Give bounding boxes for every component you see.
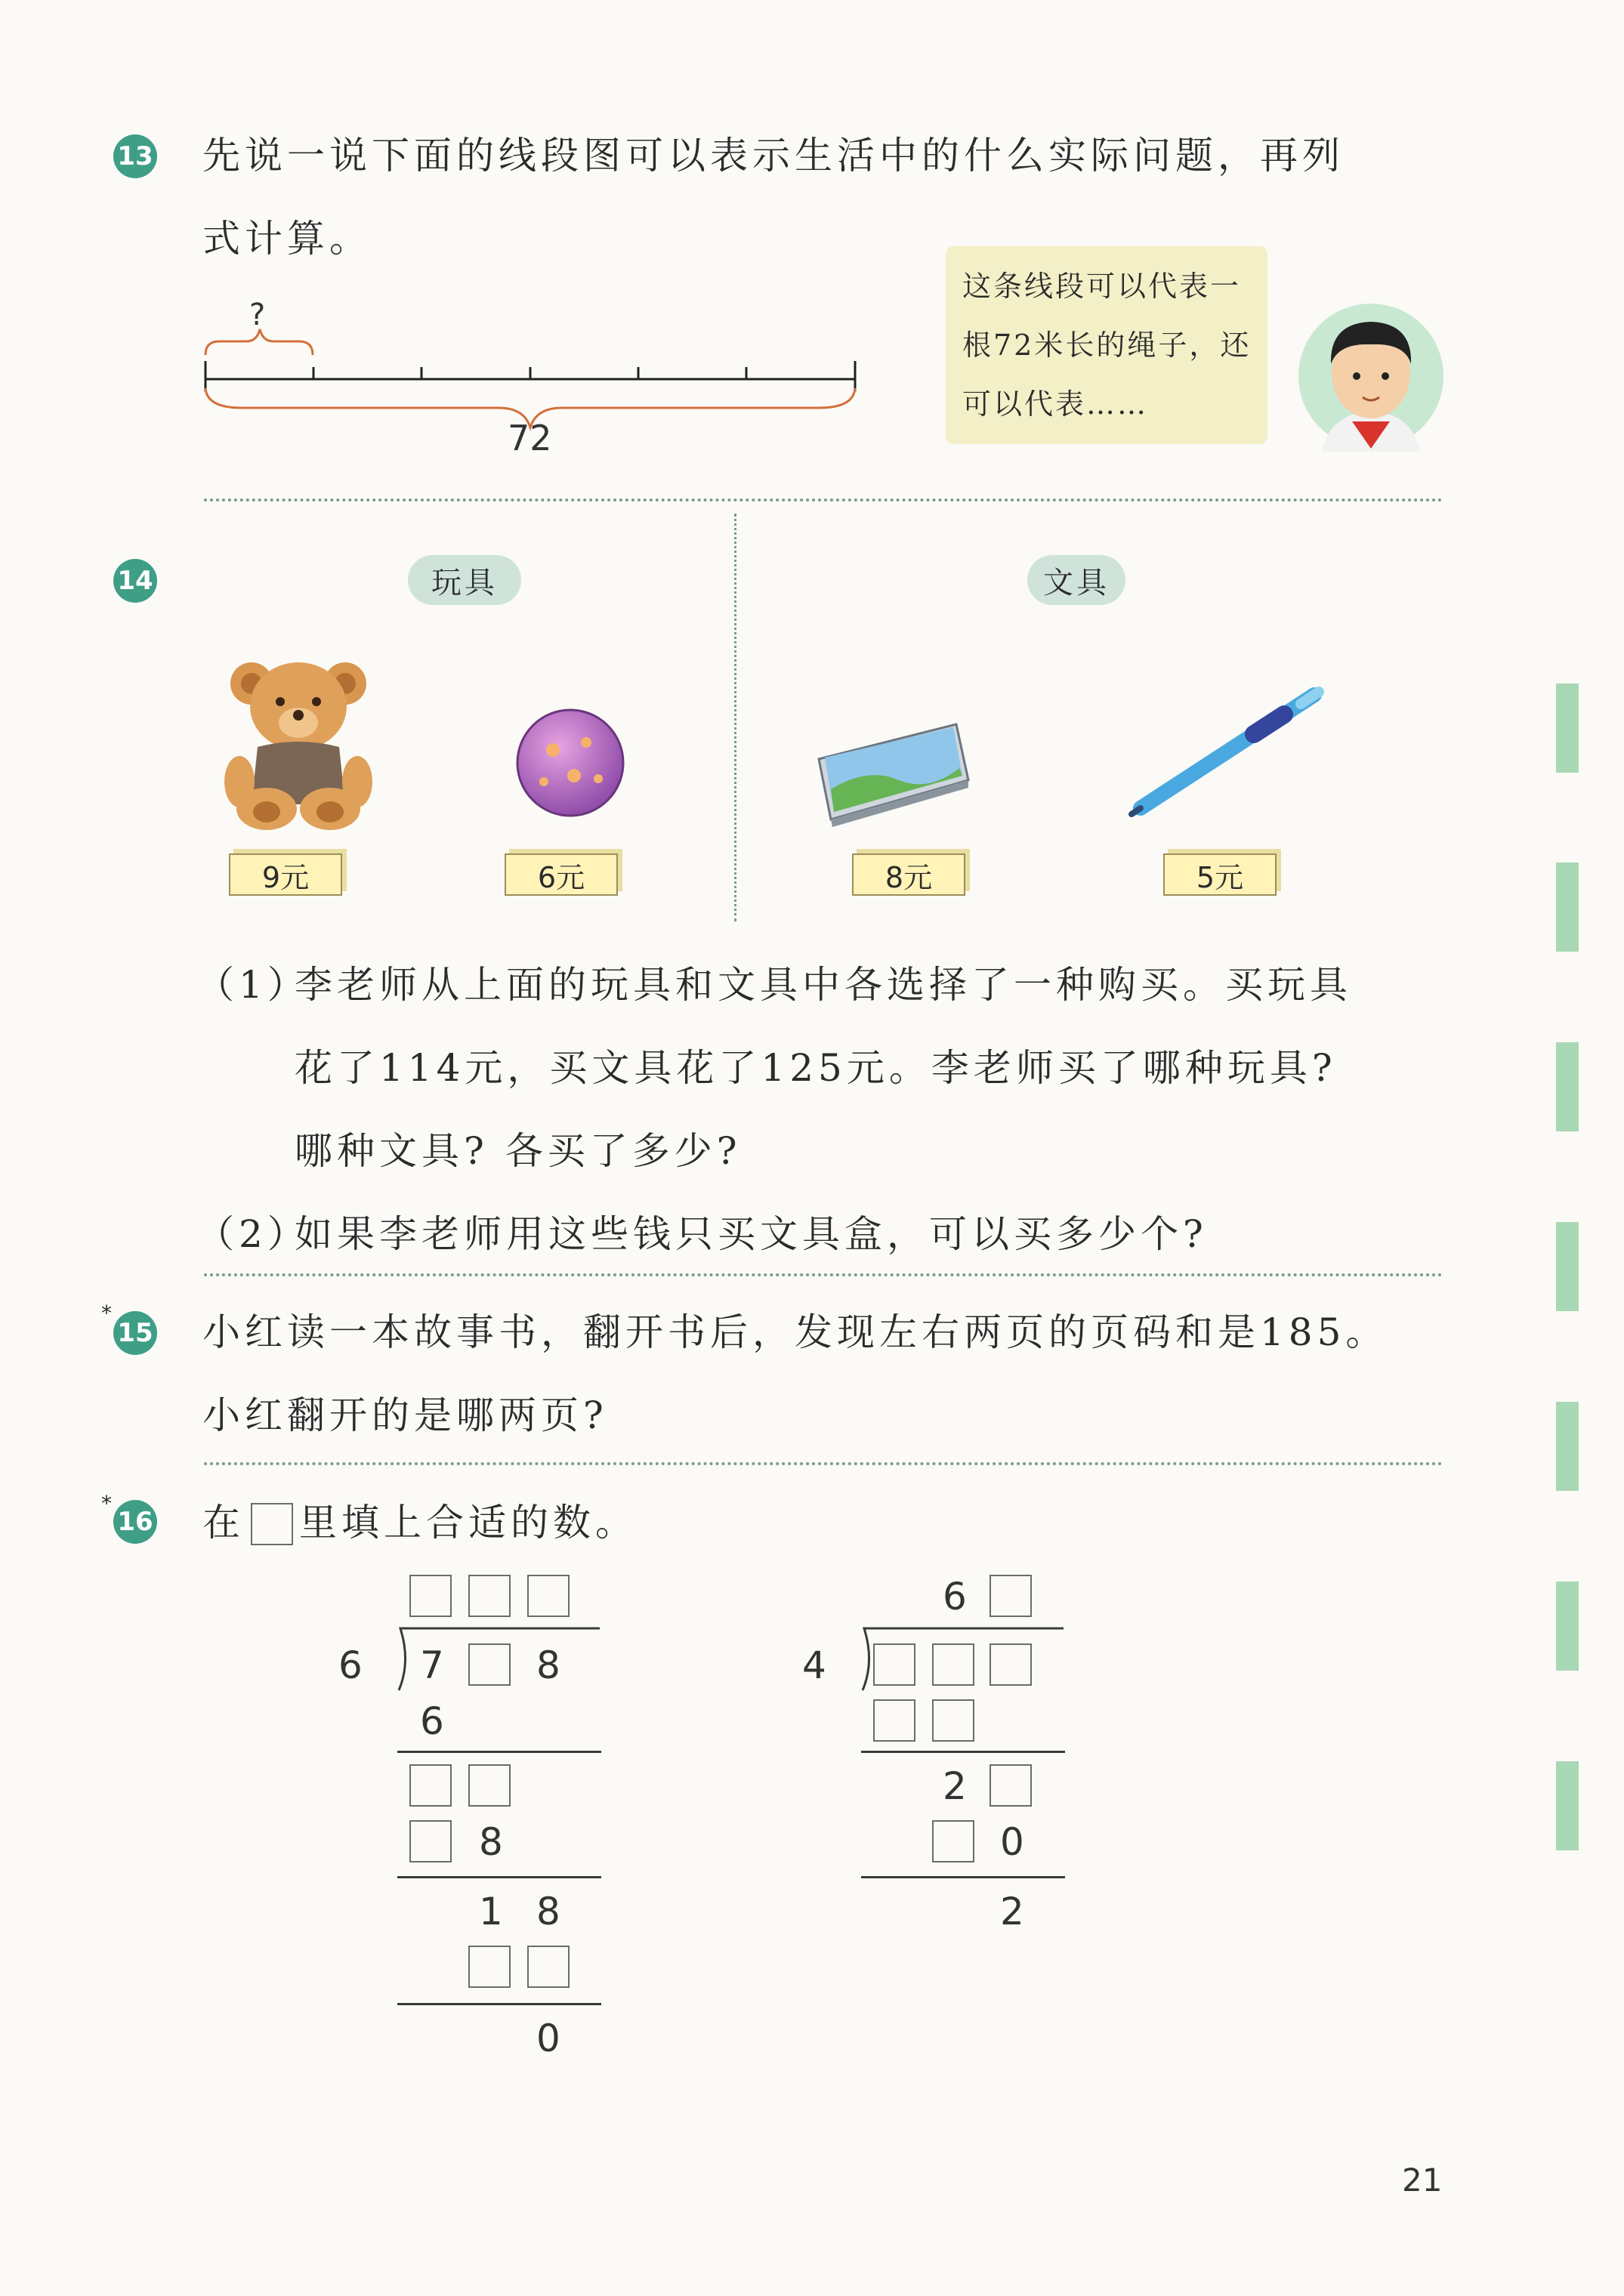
pen-icon (1125, 672, 1337, 823)
div2-dividend-box-2[interactable] (932, 1643, 974, 1686)
div1-remainder-2-digit-1: 1 (479, 1890, 503, 1933)
question-number-14: 14 (113, 559, 157, 603)
div1-rule-1 (397, 1751, 601, 1753)
bubble-line1: 这条线段可以代表一 (962, 270, 1242, 303)
side-tab (1556, 1582, 1579, 1671)
q15-text-line1: 小红读一本故事书，翻开书后，发现左右两页的页码和是185。 (202, 1310, 1388, 1354)
speech-bubble (946, 246, 1267, 444)
segment-question-mark: ? (249, 298, 266, 332)
q16-text-after: 里填上合适的数。 (299, 1501, 638, 1545)
section-divider (204, 1462, 1443, 1465)
div2-dividend-box-1[interactable] (873, 1643, 915, 1686)
div2-remainder-box-2[interactable] (990, 1764, 1032, 1807)
div1-quotient-box-3[interactable] (527, 1575, 570, 1617)
div2-rule-2 (861, 1876, 1065, 1878)
div1-remainder-box-1[interactable] (409, 1764, 452, 1807)
boy-avatar (1292, 301, 1450, 452)
div1-dividend-digit-3: 8 (536, 1643, 560, 1687)
div1-subtract-box-2[interactable] (409, 1820, 452, 1862)
toys-label: 玩具 (408, 555, 521, 605)
div2-subtract-box-1a[interactable] (873, 1699, 915, 1742)
side-tab (1556, 863, 1579, 952)
q14-part2-number: （2） (196, 1212, 310, 1256)
div2-quotient-box-2[interactable] (990, 1575, 1032, 1617)
div1-dividend-digit-1: 7 (420, 1643, 444, 1687)
div2-quotient-digit-1: 6 (943, 1575, 967, 1619)
div2-subtract-box-2a[interactable] (932, 1820, 974, 1862)
div1-subtract-2-digit: 8 (479, 1820, 503, 1864)
side-tab (1556, 684, 1579, 773)
div1-final-remainder: 0 (536, 2017, 560, 2060)
div2-remainder-digit-1: 2 (943, 1764, 967, 1808)
q16-star: * (101, 1491, 112, 1516)
question-number-15: 15 (113, 1311, 157, 1355)
question-number-16: 16 (113, 1500, 157, 1544)
price-tag-teddy-bear: 9元 (229, 853, 342, 896)
category-divider (734, 514, 736, 921)
q14-part1-number: （1） (196, 963, 310, 1007)
div1-remainder-box-2[interactable] (468, 1764, 511, 1807)
q15-star: * (101, 1301, 112, 1325)
div1-dividend-box-2[interactable] (468, 1643, 511, 1686)
q14-part2-line1: 如果李老师用这些钱只买文具盒，可以买多少个? (295, 1212, 1208, 1256)
side-tab (1556, 1402, 1579, 1491)
div1-subtract-box-3b[interactable] (527, 1946, 570, 1988)
section-divider (204, 498, 1443, 501)
q15-text-line2: 小红翻开的是哪两页? (202, 1393, 608, 1437)
div2-rule-1 (861, 1751, 1065, 1753)
div1-subtract-1: 6 (420, 1699, 444, 1743)
div1-quotient-box-1[interactable] (409, 1575, 452, 1617)
price-tag-pen: 5元 (1163, 853, 1277, 896)
side-tab (1556, 1042, 1579, 1131)
price-tag-ball: 6元 (505, 853, 618, 896)
bubble-line3: 可以代表…… (962, 387, 1149, 421)
price-tag-pencil-box: 8元 (852, 853, 965, 896)
segment-total-label: 72 (508, 418, 552, 458)
section-divider (204, 1273, 1443, 1276)
side-tab (1556, 1761, 1579, 1850)
div2-final-remainder: 2 (1000, 1890, 1024, 1933)
div1-rule-3 (397, 2003, 601, 2005)
teddy-bear-icon (223, 653, 374, 831)
ball-icon (514, 706, 627, 819)
stationery-label: 文具 (1027, 555, 1125, 605)
answer-box-example (251, 1503, 293, 1545)
page-number: 21 (1402, 2162, 1443, 2199)
div1-remainder-2-digit-2: 8 (536, 1890, 560, 1933)
question-number-13: 13 (113, 134, 157, 178)
q16-text-before: 在 (202, 1501, 245, 1545)
div2-subtract-2-digit: 0 (1000, 1820, 1024, 1864)
q14-part1-line2: 花了114元，买文具花了125元。李老师买了哪种玩具? (295, 1046, 1337, 1090)
bubble-line2: 根72米长的绳子，还 (962, 329, 1252, 362)
div1-quotient-box-2[interactable] (468, 1575, 511, 1617)
div1-subtract-box-3a[interactable] (468, 1946, 511, 1988)
div1-divisor: 6 (338, 1643, 363, 1687)
q13-text-line2: 式计算。 (202, 217, 372, 261)
q14-part1-line1: 李老师从上面的玩具和文具中各选择了一种购买。买玩具 (295, 963, 1352, 1007)
q13-text-line1: 先说一说下面的线段图可以表示生活中的什么实际问题，再列 (202, 134, 1345, 177)
side-tab (1556, 1222, 1579, 1311)
q14-part1-line3: 哪种文具? 各买了多少? (295, 1129, 742, 1173)
div2-subtract-box-1b[interactable] (932, 1699, 974, 1742)
div1-rule-2 (397, 1876, 601, 1878)
div2-dividend-box-3[interactable] (990, 1643, 1032, 1686)
pencil-box-icon (808, 714, 974, 831)
div2-divisor: 4 (802, 1643, 826, 1687)
